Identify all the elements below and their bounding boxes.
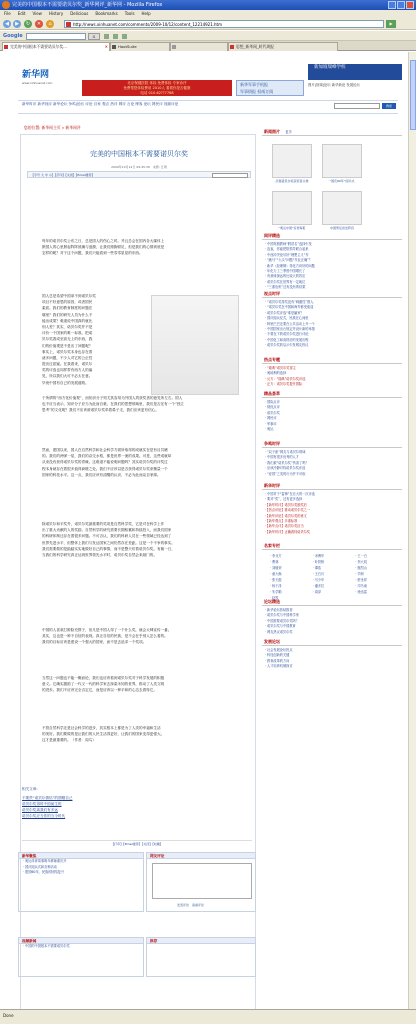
site-favicon [66,22,71,27]
thumb-image [272,144,312,178]
text-line: 素质。我们的教育制度的问题在 [42,306,93,311]
text-line: 程本身就存在着很多值得商榷之处。我们不应该以是否获得诺贝尔奖来衡量一个 [42,466,168,471]
text-line: 每年的诺贝尔奖公布之日，总是国人的伤心之时。并且总会在国内各大媒体上 [42,239,165,243]
text-line: 思考”的文化呢？我们不应该被诺贝尔奖牵着鼻子走，我们应该更有信心。 [42,408,159,413]
article-toolbar-links[interactable]: 【字号 大 中 小】【打印】【关闭】【Email推荐】 [31,173,95,177]
thumb-caption: 中国男足首发阵容 [329,226,354,230]
list-item[interactable]: · 中国化工和高铁后的发展历程 [262,338,402,343]
list-item[interactable]: · 新华论坛热帖推荐 [262,608,402,613]
text-line: 当我们的科学研究真正达到世界领先水平时，诺贝尔奖自然会来敲门的。 [42,552,157,557]
list-item[interactable]: · 奥地利的选择 [262,371,402,376]
video-news-box [18,937,144,977]
text-line: 怎样的呢？对于这个问题，我们只能看到一些零零星星的东西。 [42,251,143,256]
columnist-link[interactable]: · 童大焕 [270,572,313,577]
list-item[interactable]: · 新华（经理制）得化方向好的问题 [262,264,402,269]
list-item[interactable]: · 中国驾照教师“假冒名”选择引发 [262,242,402,247]
text-line: 从来没有获得诺贝尔奖的青睐。这难道不能说明问题吗？其实诺贝尔奖的评奖过 [42,460,168,465]
list-item[interactable]: · “跑马”“大头”问题“作业正确”？ [262,258,402,263]
list-item[interactable]: · 中国对于“雷锋”在北大的一次评选 [262,492,402,497]
related-link[interactable]: 不要羡“诺贝尔情结”的馈赠自己 [22,796,73,800]
sidebar-section-forum [262,598,402,635]
columnist-link[interactable]: · 李大同 [355,560,398,565]
section-list [262,298,402,349]
ad-banner-mobile[interactable] [236,80,304,96]
section-heading: 精品荟萃 [262,390,402,398]
text-line: 于所谓的“西方化价值观”，而知识分子则尤其容易为外国人的获奖者的意见所左右。国人 [42,396,183,400]
text-line: 奖的评选也同样带有西方人的偏 [42,368,93,373]
text-line: 中国的人喜欢打肿脸充胖子，但凡是中国人得了一个什么奖，就会大肆宣传一番。 [42,628,172,632]
section-list [262,398,402,432]
list-item[interactable]: · 【热点评论】推动诺贝尔奖之一 [262,508,402,513]
columnist-link[interactable]: · 朱学勤 [270,590,313,595]
text-line: 意义。它确实激励了一代又一代的科学家去探索未知的世界，推动了人类文明 [42,682,165,687]
photo-thumb[interactable] [272,144,312,183]
section-list [262,364,402,388]
list-item[interactable]: · 诺贝尔奖与中国教育 [262,624,402,629]
home-icon[interactable]: ⌂ [46,20,54,28]
columnist-link[interactable]: · 潘多拉 [313,584,356,589]
address-url: http://news.xinhuanet.com/comments/2009-10/12/content_12214921.htm [73,22,223,27]
text-line: 评价一个国家的唯一标准。把诺 [42,331,93,336]
menu-bar [0,10,416,18]
list-item[interactable]: · 奥运体育赛事明年移师重庆开 [19,859,143,865]
list-item[interactable]: · 【新华评论】诺贝尔奖的意义 [262,514,402,519]
menu-delicious[interactable]: Delicious [70,11,89,16]
stop-icon[interactable]: ✕ [36,21,42,27]
tab-shidai[interactable] [228,42,338,51]
related-link[interactable]: 诺贝尔奖得时中国诞生的 [22,802,62,806]
article-paragraph [35,675,243,694]
settings-icon[interactable] [122,34,127,39]
photo-thumb[interactable] [322,191,362,230]
heading-text: 新闻图片 [264,129,280,134]
comment-textarea[interactable] [152,863,252,899]
columnist-link[interactable]: · 周泽 [313,590,356,595]
photo-thumb[interactable] [272,191,312,230]
banner-line: 电话 010-62??7768 [140,91,174,95]
list-item[interactable]: · 连雀，你能把院领导联合起来 [262,247,402,252]
text-line: 的。我们的两弹一星，我们的杂交水稻，都是世界一流的成果。可是，这些成就却 [42,454,172,459]
section-heading: 名家专栏 [262,542,402,550]
reload-icon[interactable]: ↻ [25,21,31,27]
list-item[interactable]: · 网友热议诺贝尔奖 [262,630,402,635]
google-logo: Google [3,33,23,39]
sidebar-section-xinhua [262,482,402,535]
address-bar[interactable] [64,20,384,28]
menu-tools[interactable]: Tools [124,11,135,16]
tab-label: 完美的中国根本不需要诺贝尔奖... [10,44,67,49]
thumb-image [272,191,312,225]
article-paragraph [35,447,243,478]
google-toolbar-icons [104,34,127,39]
menu-view[interactable]: View [32,11,42,16]
related-link[interactable]: 诺贝尔奖离我们有多远 [22,808,58,812]
list-item[interactable]: · 人才培养机制探讨 [262,664,402,669]
tab-favicon [230,45,234,49]
list-item[interactable]: · 我们被“诺贝尔奖”伤害了吗？ [262,461,402,466]
section-list [262,606,402,635]
list-item[interactable]: · “诺贝尔奖得奖没有“刺激性”感人 [262,300,402,305]
section-heading: 争鸣时评 [262,440,402,448]
article-paragraph [35,521,243,558]
article-meta: 2009年10月12日 09:45:36 来源: 红网 [111,165,167,169]
section-heading: 发展论坛 [262,638,402,646]
banner-line: 新华军事手机报 [240,82,268,87]
section-list [262,448,402,477]
list-item[interactable]: · “瑞典”诺贝尔奖得主 [262,366,402,371]
section-list [262,490,402,535]
list-item[interactable]: · 科技创新的关键 [262,653,402,658]
logo-text: 新华网 [22,70,50,80]
list-item[interactable]: · “诺贝尔奖在中国和海外都受欢迎 [262,305,402,310]
list-item[interactable]: · 社会发展论坛热点 [262,648,402,653]
text-line: 项目不好意思的原因，或者国民 [42,300,93,305]
text-line: 然而，建国以来，国人在自然科学和社会科学方面所取得的成就实在是有目共睹 [42,448,168,452]
menu-help[interactable]: Help [141,11,151,16]
columnist-link[interactable]: · 刘植荣 [270,566,313,571]
thumb-caption: “奥运中国”宣传海报 [278,226,306,230]
list-item[interactable]: · 国际点评 [262,400,402,405]
list-item[interactable]: · 奥运 [262,427,402,432]
thumb-image [322,144,362,178]
tab-label: 思想_新华网_时代周报 [236,44,274,49]
site-search [334,103,396,109]
list-item[interactable]: · 有意味深远的比较大的效应 [262,274,402,279]
list-item[interactable]: · 【新华点评】诺贝尔奖应当 [262,524,402,529]
text-line: 国人总是希望中国拿不到诺贝尔奖 [42,294,96,298]
text-line: 世界先进水平，但整体上我们与发达国家之间仍然存在差距。这是一个不争的事实。 [42,540,175,545]
text-line: 掀国人的心里掀起阵阵波澜与涟漪，让我们捶胸顿足，但是我们的心情到底是 [42,245,165,250]
article-title: 完美的中国根本不需要诺贝尔奖 [90,150,188,158]
sidebar-section-featured [262,390,402,432]
list-item[interactable]: · 建国60年，民族的团结复兴 [19,870,143,876]
list-item[interactable]: · 诺贝尔奖的启示引发网友热议 [262,343,402,348]
google-search-input[interactable] [26,33,86,40]
xinhua-logo[interactable] [22,70,68,86]
list-item[interactable]: · 要对“奖”，还有更多选择 [262,497,402,502]
list-item[interactable]: · 诺贝尔奖评选“谁是赢家？ [262,311,402,316]
text-line: 毕竟中国有自己的发展道路。 [42,380,89,385]
channel-links[interactable]: 新华时评 新华视评 新华论坛 争鸣|论坛 评论 百家 观点 热评 网评 言论 博客 论坛 网民评 视频评论 [22,102,179,106]
window-controls [388,1,414,9]
box-heading: 推荐 [147,938,255,944]
list-item[interactable]: · “三重危机”还有没有的结果 [262,285,402,290]
banner-line: 新加坡瑞峰学校 [314,65,346,70]
box-heading: 网友评论 [147,853,255,859]
list-item[interactable]: · 应该冷静对待诺贝尔奖评选 [262,466,402,471]
columnist-grid [262,550,402,601]
section-list [262,646,402,670]
tab-label: HootSuite [118,44,137,49]
menu-edit[interactable]: Edit [17,11,26,16]
list-item[interactable]: · 不要在下的诺贝尔奖进行评论 [262,332,402,337]
text-line: 提出过质疑。在我看来，诺贝尔 [42,362,93,367]
list-item[interactable]: · 年化力工三季度中国增长了 [262,269,402,274]
article-toolbar[interactable] [27,171,251,178]
list-item[interactable]: · 反方：“瑞典”诺贝尔奖评选 [262,377,402,382]
article-paragraph [35,395,243,414]
close-icon[interactable] [406,1,414,9]
columnist-link[interactable]: · 毕舸 [355,572,398,577]
text-line: 们的价值观是不是出了问题呢？ [42,343,93,348]
tab-article[interactable] [2,42,110,51]
recommend-box [146,937,256,977]
breadcrumb[interactable]: 您的位置: 新华网主页 » 新华网评 [24,125,81,130]
thumb-image [322,191,362,225]
google-go-button[interactable]: G [88,33,100,40]
status-bar [0,1009,416,1024]
sidebar-section-picks [262,232,402,291]
text-line: 国家的科技水平。这一点，我们应该有清醒的认识，不必为此而妄自菲薄。 [42,472,161,477]
columnist-link[interactable]: · 马少华 [313,578,356,583]
tab-hootsuite[interactable] [110,42,170,51]
sidebar-section-views [262,290,402,349]
page-scrollbar[interactable] [408,52,416,1009]
article-photo [151,295,239,395]
text-line: 也不应当表示，知识分子应当为此而自豪。在我们的思想领域里，我们是否还有一个“独立 [42,402,185,407]
list-item[interactable]: · 【新华时评】正确看待诺贝尔奖 [262,530,402,535]
pagerank-icon[interactable] [113,34,118,39]
more-link[interactable]: 更多 [285,130,292,134]
menu-bookmarks[interactable]: Bookmarks [95,11,118,16]
columnist-link[interactable]: · 王石川 [313,572,356,577]
list-item[interactable]: · 诺贝尔奖在世界有一定地位 [262,280,402,285]
article-paragraph [35,725,243,744]
columnist-link[interactable]: · 王一白 [355,554,398,559]
columnist-link[interactable]: · 曹林 [270,560,313,565]
list-item[interactable]: · 【新华观点】多重标准 [262,519,402,524]
channel-nav [18,100,398,114]
text-line: 的美好。我们要做的是让我们的人民生活得更好，让我们的国家变得更强大。 [42,732,165,737]
list-item[interactable]: · 中国的中国根本不需要诺贝尔奖 [19,944,143,950]
sidebar-section-topics [262,356,402,388]
text-line: 贝尔奖看成至高无上的东西，我 [42,337,93,342]
thumb-caption: 历届诺贝尔奖获奖者头像 [275,179,309,183]
bookmark-icon[interactable] [104,34,109,39]
tab-blank[interactable] [170,42,228,51]
section-heading: 网评精选 [262,232,402,240]
menu-file[interactable]: File [4,11,11,16]
tab-favicon [172,45,176,49]
list-item[interactable]: · 教育改革的方向 [262,659,402,664]
related-link[interactable]: 诺贝尔奖应当你的当今时代 [22,814,66,818]
scrollbar-thumb[interactable] [410,60,416,130]
list-item[interactable]: · 【新华时评】诺贝尔奖颁奖后 [262,503,402,508]
box-heading: 新华聚焦 [19,853,143,859]
banner-line: 北京保健医院 体检 免费体检 专家诊疗 [127,81,187,85]
list-item[interactable]: · 正方：诺贝尔奖提升国际 [262,382,402,387]
list-item[interactable]: · 阿里巴巴还要在公共活动上开一个 [262,322,402,327]
google-toolbar [0,31,416,41]
sidebar-photos [262,128,402,230]
section-heading: 热点专题 [262,356,402,364]
ad-banner-center[interactable] [82,80,232,96]
list-item[interactable]: · 诺贝尔奖与中国科学家 [262,613,402,618]
section-list [262,240,402,291]
columnist-link[interactable]: · 司马南 [355,584,398,589]
text-line: 诸多问题，不少人对它的公正性 [42,355,93,360]
maximize-icon[interactable] [397,1,405,9]
text-line: 除诺贝尔和平奖外，诺贝尔奖最重要的奖项是自然科学奖，它是对在科学上作 [42,522,165,526]
window-title: 完美的中国根本不需要诺贝尔奖_新华网评_新华网 - Mozilla Firefox [12,2,163,8]
site-header [0,52,416,96]
list-item[interactable]: · “双子座”网友与诺贝尔领域 [262,450,402,455]
list-item[interactable]: · 军事评 [262,422,402,427]
forward-icon[interactable]: ▶ [13,20,21,28]
sidebar-section-development [262,638,402,670]
section-heading: 新华时评 [262,482,402,490]
section-heading: 论坛精选 [262,598,402,606]
list-item[interactable]: · 中国需要诺贝尔奖吗？ [262,619,402,624]
photo-thumb[interactable] [322,144,362,183]
status-text: Done [3,1013,14,1018]
text-line: 不管自然科学还是社会科学的进步，其实根本上都是为了人类的幸福和生活 [42,726,161,730]
search-button[interactable]: 搜索 [382,103,396,109]
columnist-link[interactable]: · 鄢烈山 [355,566,398,571]
font-dropdown[interactable] [212,173,248,178]
list-item[interactable]: · 中西冲突论尽好“理想主义”作 [262,253,402,258]
list-item[interactable]: · 国庆阅兵仪式，民族在心间里 [262,316,402,321]
list-item[interactable]: · 财经点评 [262,405,402,410]
go-button[interactable]: ▶ [386,20,396,28]
section-heading [262,128,402,136]
text-line: 能出成果？难道说中国真的就比 [42,318,93,323]
web-page [0,52,416,1009]
columnist-link[interactable]: · 杨于泽 [270,584,313,589]
columnist-link[interactable]: · 李北方 [270,554,313,559]
sidebar-section-columnists [262,542,402,601]
section-heading: 视点时评 [262,290,402,298]
article-paragraph [35,627,243,646]
back-icon[interactable]: ◀ [3,20,11,28]
comment-buttons[interactable]: 发表评论 查看评论 [177,903,205,907]
box-heading: 视频新闻 [19,938,143,944]
firefox-icon [2,1,10,9]
article-paragraph [35,238,243,257]
columnist-link[interactable]: · 叶铁桥 [313,560,356,565]
ad-banner-right[interactable] [308,64,402,80]
tab-close-icon[interactable]: ✕ [104,44,108,49]
logo-url: www.xinhuanet.com [22,81,53,85]
thumb-caption: “国庆60年”阅兵式 [329,179,355,183]
window-titlebar [0,0,416,10]
list-item[interactable]: · 中国国家出台规定并设计新的举措 [262,327,402,332]
tab-favicon [4,45,8,49]
related-heading: 相关文章: [22,787,38,791]
columnist-link[interactable]: · 赵牧 [270,596,313,601]
list-item[interactable]: · “爱国”之类的行为并不可取 [262,472,402,477]
article-paragraph [35,293,145,386]
list-item[interactable]: · 中国有很多优秀的人才 [262,455,402,460]
columnist-link[interactable]: · 米博华 [313,554,356,559]
text-line: 见，所以我们大可不必太在意。 [42,374,93,379]
tab-favicon [112,45,116,49]
text-line: 出了重大贡献的人的奖励。自然科学的研究需要长期积累和持续投入，而我们国家 [42,528,172,533]
sidebar-section-debate [262,440,402,477]
header-links[interactable]: 图片|视频|论坛 新华新论 发展论坛 [308,83,360,87]
text-line: 我们需要做的是踏踏实实地做好自己的事情，而不是整天盯着诺贝尔奖。有朝一日， [42,546,175,551]
list-item[interactable]: · 国庆阅兵式和各种活动 [19,865,143,871]
comment-box [146,852,256,912]
list-item[interactable]: · 网民评 [262,416,402,421]
text-line: 这才是最重要的。（作者：周鸟） [42,738,96,743]
text-line: 别人差？其实，诺贝尔奖并不是 [42,324,93,329]
text-line: 事实上，诺贝尔奖本身也存在着 [42,349,93,354]
article-share-bar[interactable]: 【打印】【Email推荐】【关闭】【收藏】 [22,840,252,846]
photo-grid [262,136,402,230]
text-line: 我们的目标应该是建设一个强大的国家，而不是去追求一个奖项。 [42,640,147,645]
text-line: 的进步。我们不应该完全否定它，而是应该以一种平和的心态去看待它。 [42,688,157,693]
news-focus-box [18,852,144,912]
menu-history[interactable]: History [48,11,64,16]
text-line: 哪里？我们的研究人员为什么不 [42,312,93,317]
columnist-link[interactable]: · 舒圣祥 [355,578,398,583]
banner-line: 军事情报 权威订阅 [240,89,274,94]
tab-bar [0,41,416,51]
navigation-toolbar [0,18,416,30]
minimize-icon[interactable] [388,1,396,9]
search-input[interactable] [334,103,380,109]
related-articles [22,787,142,819]
text-line: 其实，这也是一种不自信的表现。真正自信的民族，是不会在乎别人怎么看的。 [42,634,168,639]
list-item[interactable]: · 诺贝尔奖 [262,411,402,416]
columnist-link[interactable]: · 张天蔚 [270,578,313,583]
columnist-link[interactable]: · 徐迅雷 [355,590,398,595]
text-line: 当然这一问题也不能一概而论，我们也应该看到诺贝尔奖对于科学发展的积极 [42,676,165,680]
columnist-link[interactable]: · 谭浩 [313,566,356,571]
banner-line: 免费帮您体检费用 2010人 看看你是否健康 [123,86,191,90]
text-line: 的科研体制还存在着很多问题。不可否认，我们的科研人员在一些领域已经达到了 [42,534,172,539]
